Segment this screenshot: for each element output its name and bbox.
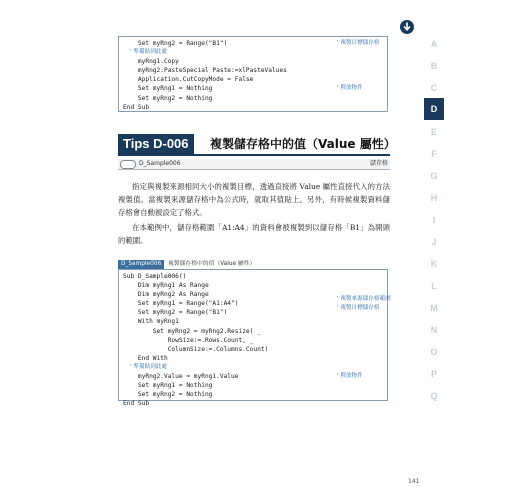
- code-caption-title: 複製儲存格中的值（Value 屬性）: [168, 261, 256, 267]
- side-index-letter[interactable]: I: [432, 215, 436, 225]
- side-index-letter[interactable]: B: [430, 61, 438, 71]
- side-index-letter[interactable]: M: [430, 303, 438, 313]
- code-line: Set myRng2 = Range("B1"): [123, 40, 228, 47]
- arrow-down-circle-icon: [400, 20, 414, 34]
- code-line: End Sub: [123, 400, 150, 408]
- code-line: Set myRng2 = Nothing: [123, 94, 213, 102]
- code-line: Application.CutCopyMode = False: [123, 76, 254, 84]
- tips-header: [118, 134, 396, 156]
- code-block-top: [118, 36, 388, 112]
- code-line: Dim myRng1 As Range: [123, 282, 209, 290]
- sample-category: 儲存格: [369, 160, 388, 167]
- code-line: End With: [123, 354, 168, 362]
- side-index-letter[interactable]: G: [430, 171, 438, 181]
- code-note: ' 釋放物件: [337, 373, 363, 379]
- code-line: With myRng1: [123, 318, 179, 326]
- code-line: End Sub: [123, 103, 150, 111]
- code-note: ' 複製目標儲存格: [337, 305, 380, 311]
- code-line: Dim myRng2 As Range: [123, 291, 209, 299]
- code-comment: ' 準備貼到此處: [123, 363, 167, 370]
- side-index-letter[interactable]: F: [431, 149, 437, 159]
- body-paragraph: 指定與複製來源相同大小的複製目標，透過直接將 Value 屬性直接代入的方法複製值。當複製來源儲存格中為公式時，就取其值貼上。另外，有時候複製資料儲存格會自動被設定了格式。: [118, 182, 390, 217]
- code-line: ColumnSize:=.Columns.Count): [123, 345, 269, 353]
- side-index-letter[interactable]: K: [430, 259, 438, 269]
- side-index-letter[interactable]: H: [430, 193, 438, 203]
- code-caption-tab: D_Sample006: [118, 260, 164, 269]
- side-index-letter[interactable]: O: [430, 347, 438, 357]
- tips-title: 複製儲存格中的值（Value 屬性）: [210, 137, 396, 151]
- side-index-letter[interactable]: P: [430, 369, 437, 379]
- side-index-letter[interactable]: A: [430, 39, 438, 49]
- code-line: Set myRng1 = Nothing: [123, 85, 213, 93]
- sample-bar: [118, 159, 390, 170]
- code-line: Sub D_Sample006(): [123, 273, 187, 280]
- side-index-letter[interactable]: Q: [430, 391, 438, 401]
- cd-disc-icon: [120, 160, 136, 169]
- code-block-main: [118, 269, 391, 408]
- code-line: RowSize:=.Rows.Count, _: [123, 336, 254, 344]
- body-paragraph: 在本範例中，儲存格範圍「A1:A4」的資料會被複製到以儲存格「B1」為開頭的範圍。: [118, 223, 390, 245]
- code-line: Set myRng2 = Range("B1"): [123, 309, 228, 317]
- side-index-letter[interactable]: E: [430, 127, 437, 137]
- code-line: myRng2.Value = myRng1.Value: [123, 373, 239, 381]
- side-index-letter-active[interactable]: D: [424, 98, 444, 120]
- code-line: Set myRng2 = Nothing: [123, 391, 213, 399]
- side-index-letter[interactable]: J: [431, 237, 437, 247]
- page-number: 141: [408, 478, 420, 485]
- code-line: myRng1.Copy: [123, 58, 179, 66]
- side-index-letter[interactable]: N: [430, 325, 438, 335]
- code-line: Set myRng1 = Range("A1:A4"): [123, 300, 239, 308]
- side-index-letter[interactable]: C: [430, 83, 438, 93]
- code-line: myRng2.PasteSpecial Paste:=xlPasteValues: [123, 67, 287, 75]
- code-line: Set myRng2 = myRng2.Resize( _: [123, 327, 261, 335]
- code-comment: ' 準備貼到此處: [123, 49, 167, 56]
- tips-code: Tips D-006: [118, 134, 194, 154]
- code-note: ' 複製來源儲存格範圍: [337, 296, 391, 302]
- code-note: ' 釋放物件: [337, 85, 363, 91]
- side-index-letter[interactable]: L: [431, 281, 437, 291]
- code-line: Set myRng1 = Nothing: [123, 382, 213, 390]
- sample-label: D_Sample006: [139, 160, 181, 167]
- code-note: ' 複製目標儲存格: [337, 40, 380, 46]
